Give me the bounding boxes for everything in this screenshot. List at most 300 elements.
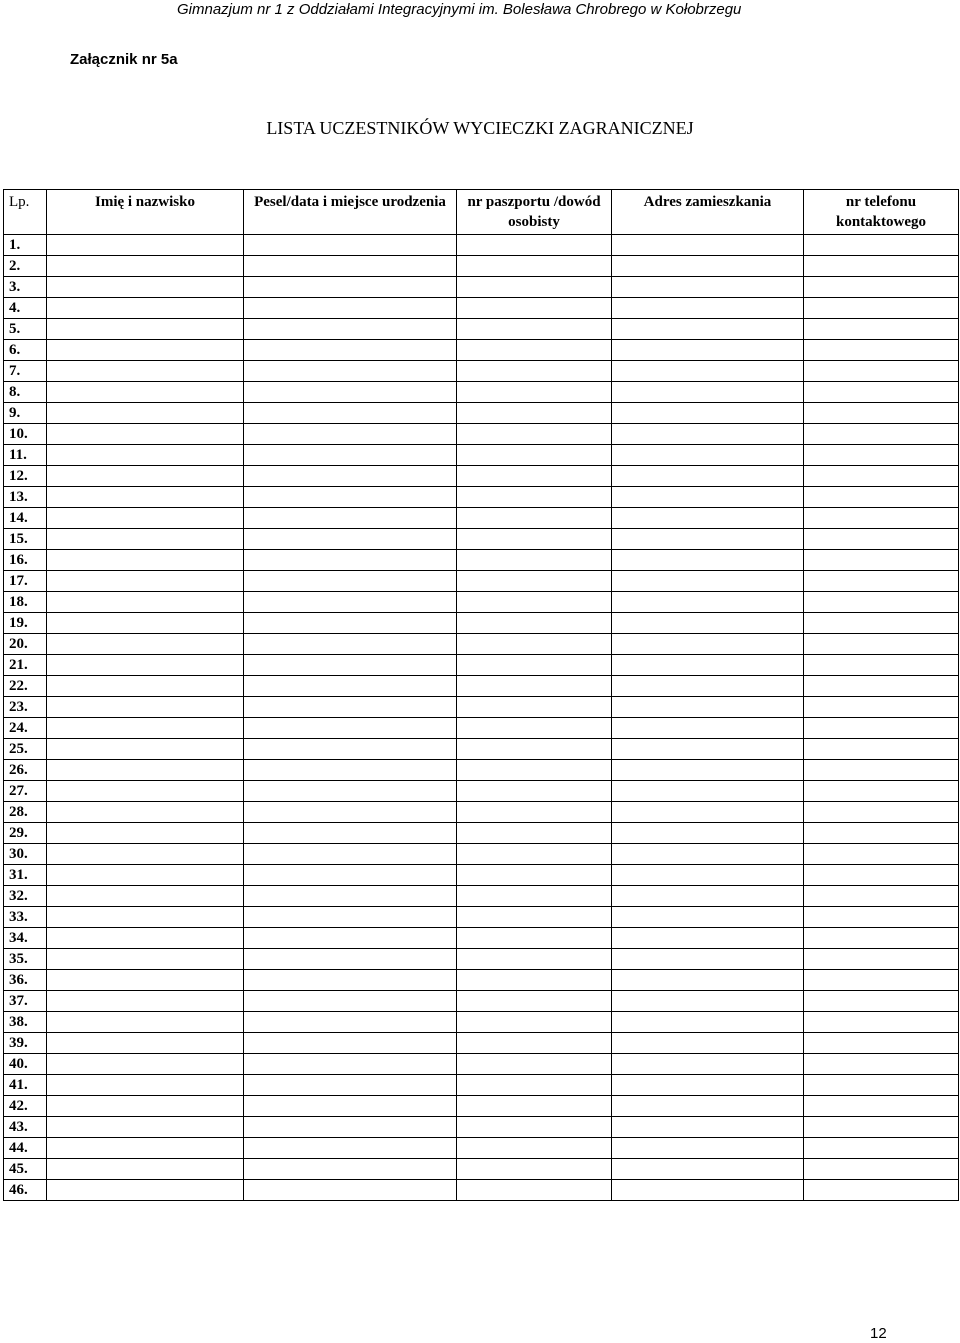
address-cell[interactable] (612, 676, 804, 697)
row-number: 6. (4, 340, 47, 361)
name-cell[interactable] (47, 529, 244, 550)
name-cell[interactable] (47, 550, 244, 571)
pesel-cell[interactable] (244, 508, 457, 529)
passport-cell[interactable] (457, 697, 612, 718)
passport-cell[interactable] (457, 487, 612, 508)
name-cell[interactable] (47, 697, 244, 718)
table-row (4, 424, 959, 445)
table-row (4, 487, 959, 508)
pesel-cell[interactable] (244, 256, 457, 277)
row-number: 5. (4, 319, 47, 340)
name-cell[interactable] (47, 613, 244, 634)
passport-cell[interactable] (457, 403, 612, 424)
phone-cell[interactable] (804, 592, 959, 613)
name-cell[interactable] (47, 403, 244, 424)
phone-cell[interactable] (804, 403, 959, 424)
pesel-cell[interactable] (244, 1159, 457, 1180)
phone-cell[interactable] (804, 697, 959, 718)
passport-cell[interactable] (457, 676, 612, 697)
table-row (4, 1054, 959, 1075)
row-number: 15. (4, 529, 47, 550)
passport-cell[interactable] (457, 802, 612, 823)
address-cell[interactable] (612, 1075, 804, 1096)
phone-cell[interactable] (804, 382, 959, 403)
row-number: 21. (4, 655, 47, 676)
address-cell[interactable] (612, 1012, 804, 1033)
address-cell[interactable] (612, 760, 804, 781)
phone-cell[interactable] (804, 760, 959, 781)
table-row (4, 592, 959, 613)
phone-cell[interactable] (804, 991, 959, 1012)
name-cell[interactable] (47, 298, 244, 319)
address-cell[interactable] (612, 424, 804, 445)
pesel-cell[interactable] (244, 865, 457, 886)
passport-cell[interactable] (457, 1054, 612, 1075)
address-cell[interactable] (612, 1180, 804, 1201)
passport-cell[interactable] (457, 970, 612, 991)
table-row (4, 697, 959, 718)
address-cell[interactable] (612, 1117, 804, 1138)
phone-cell[interactable] (804, 907, 959, 928)
phone-cell[interactable] (804, 445, 959, 466)
table-row (4, 865, 959, 886)
passport-cell[interactable] (457, 529, 612, 550)
passport-cell[interactable] (457, 319, 612, 340)
name-cell[interactable] (47, 361, 244, 382)
passport-cell[interactable] (457, 949, 612, 970)
phone-cell[interactable] (804, 655, 959, 676)
pesel-cell[interactable] (244, 1012, 457, 1033)
pesel-cell[interactable] (244, 445, 457, 466)
row-number: 20. (4, 634, 47, 655)
pesel-cell[interactable] (244, 529, 457, 550)
table-row (4, 1180, 959, 1201)
name-cell[interactable] (47, 886, 244, 907)
name-cell[interactable] (47, 865, 244, 886)
table-row (4, 256, 959, 277)
pesel-cell[interactable] (244, 802, 457, 823)
phone-cell[interactable] (804, 550, 959, 571)
address-cell[interactable] (612, 1159, 804, 1180)
address-cell[interactable] (612, 739, 804, 760)
phone-cell[interactable] (804, 340, 959, 361)
name-cell[interactable] (47, 907, 244, 928)
pesel-cell[interactable] (244, 970, 457, 991)
name-cell[interactable] (47, 571, 244, 592)
pesel-cell[interactable] (244, 823, 457, 844)
phone-cell[interactable] (804, 235, 959, 256)
pesel-cell[interactable] (244, 361, 457, 382)
address-cell[interactable] (612, 340, 804, 361)
table-row (4, 508, 959, 529)
address-cell[interactable] (612, 949, 804, 970)
phone-cell[interactable] (804, 886, 959, 907)
phone-cell[interactable] (804, 277, 959, 298)
pesel-cell[interactable] (244, 634, 457, 655)
name-cell[interactable] (47, 445, 244, 466)
name-cell[interactable] (47, 928, 244, 949)
table-row (4, 655, 959, 676)
address-cell[interactable] (612, 1054, 804, 1075)
passport-cell[interactable] (457, 1159, 612, 1180)
row-number: 24. (4, 718, 47, 739)
address-cell[interactable] (612, 298, 804, 319)
passport-cell[interactable] (457, 823, 612, 844)
row-number: 14. (4, 508, 47, 529)
passport-cell[interactable] (457, 760, 612, 781)
name-cell[interactable] (47, 823, 244, 844)
address-cell[interactable] (612, 256, 804, 277)
address-cell[interactable] (612, 382, 804, 403)
name-cell[interactable] (47, 382, 244, 403)
phone-cell[interactable] (804, 970, 959, 991)
pesel-cell[interactable] (244, 277, 457, 298)
pesel-cell[interactable] (244, 382, 457, 403)
phone-cell[interactable] (804, 1138, 959, 1159)
pesel-cell[interactable] (244, 466, 457, 487)
passport-cell[interactable] (457, 1180, 612, 1201)
passport-cell[interactable] (457, 991, 612, 1012)
passport-cell[interactable] (457, 592, 612, 613)
address-cell[interactable] (612, 865, 804, 886)
name-cell[interactable] (47, 1012, 244, 1033)
address-cell[interactable] (612, 571, 804, 592)
table-row (4, 613, 959, 634)
phone-cell[interactable] (804, 949, 959, 970)
pesel-cell[interactable] (244, 1033, 457, 1054)
address-cell[interactable] (612, 991, 804, 1012)
name-cell[interactable] (47, 1117, 244, 1138)
passport-cell[interactable] (457, 424, 612, 445)
page-title-text: LISTA UCZESTNIKÓW WYCIECZKI ZAGRANICZNEJ (266, 118, 694, 138)
passport-cell[interactable] (457, 571, 612, 592)
pesel-cell[interactable] (244, 487, 457, 508)
passport-cell[interactable] (457, 235, 612, 256)
name-cell[interactable] (47, 424, 244, 445)
row-number: 45. (4, 1159, 47, 1180)
name-cell[interactable] (47, 676, 244, 697)
name-cell[interactable] (47, 1138, 244, 1159)
address-cell[interactable] (612, 886, 804, 907)
phone-cell[interactable] (804, 1117, 959, 1138)
address-cell[interactable] (612, 277, 804, 298)
address-cell[interactable] (612, 508, 804, 529)
pesel-cell[interactable] (244, 613, 457, 634)
name-cell[interactable] (47, 1180, 244, 1201)
pesel-cell[interactable] (244, 550, 457, 571)
table-row (4, 928, 959, 949)
address-cell[interactable] (612, 697, 804, 718)
pesel-cell[interactable] (244, 235, 457, 256)
pesel-cell[interactable] (244, 697, 457, 718)
name-cell[interactable] (47, 655, 244, 676)
phone-cell[interactable] (804, 466, 959, 487)
passport-cell[interactable] (457, 1117, 612, 1138)
row-number: 12. (4, 466, 47, 487)
table-row (4, 844, 959, 865)
address-cell[interactable] (612, 718, 804, 739)
column-header-name: Imię i nazwisko (47, 190, 244, 235)
passport-cell[interactable] (457, 1033, 612, 1054)
row-number: 10. (4, 424, 47, 445)
passport-cell[interactable] (457, 550, 612, 571)
passport-cell[interactable] (457, 613, 612, 634)
row-number: 7. (4, 361, 47, 382)
name-cell[interactable] (47, 718, 244, 739)
address-cell[interactable] (612, 466, 804, 487)
name-cell[interactable] (47, 781, 244, 802)
pesel-cell[interactable] (244, 676, 457, 697)
name-cell[interactable] (47, 592, 244, 613)
name-cell[interactable] (47, 760, 244, 781)
passport-cell[interactable] (457, 1075, 612, 1096)
row-number: 3. (4, 277, 47, 298)
phone-cell[interactable] (804, 739, 959, 760)
name-cell[interactable] (47, 1054, 244, 1075)
name-cell[interactable] (47, 1159, 244, 1180)
row-number: 43. (4, 1117, 47, 1138)
table-row (4, 970, 959, 991)
address-cell[interactable] (612, 235, 804, 256)
address-cell[interactable] (612, 1138, 804, 1159)
address-cell[interactable] (612, 445, 804, 466)
pesel-cell[interactable] (244, 907, 457, 928)
phone-cell[interactable] (804, 676, 959, 697)
passport-cell[interactable] (457, 445, 612, 466)
phone-cell[interactable] (804, 1033, 959, 1054)
address-cell[interactable] (612, 403, 804, 424)
passport-cell[interactable] (457, 886, 612, 907)
phone-cell[interactable] (804, 613, 959, 634)
passport-cell[interactable] (457, 466, 612, 487)
table-row (4, 781, 959, 802)
passport-cell[interactable] (457, 907, 612, 928)
phone-cell[interactable] (804, 823, 959, 844)
row-number: 22. (4, 676, 47, 697)
address-cell[interactable] (612, 823, 804, 844)
name-cell[interactable] (47, 1033, 244, 1054)
table-row (4, 718, 959, 739)
table-row (4, 760, 959, 781)
table-row (4, 382, 959, 403)
phone-cell[interactable] (804, 781, 959, 802)
table-row (4, 802, 959, 823)
phone-cell[interactable] (804, 802, 959, 823)
address-cell[interactable] (612, 1033, 804, 1054)
table-body (4, 235, 959, 1201)
pesel-cell[interactable] (244, 655, 457, 676)
passport-cell[interactable] (457, 718, 612, 739)
pesel-cell[interactable] (244, 886, 457, 907)
passport-cell[interactable] (457, 844, 612, 865)
name-cell[interactable] (47, 277, 244, 298)
table-row (4, 298, 959, 319)
address-cell[interactable] (612, 970, 804, 991)
row-number: 9. (4, 403, 47, 424)
name-cell[interactable] (47, 1075, 244, 1096)
passport-cell[interactable] (457, 1096, 612, 1117)
address-cell[interactable] (612, 487, 804, 508)
phone-cell[interactable] (804, 487, 959, 508)
phone-cell[interactable] (804, 424, 959, 445)
row-number: 1. (4, 235, 47, 256)
table-row (4, 361, 959, 382)
address-cell[interactable] (612, 361, 804, 382)
address-cell[interactable] (612, 529, 804, 550)
table-row (4, 1033, 959, 1054)
row-number: 16. (4, 550, 47, 571)
name-cell[interactable] (47, 319, 244, 340)
pesel-cell[interactable] (244, 1075, 457, 1096)
address-cell[interactable] (612, 781, 804, 802)
phone-cell[interactable] (804, 319, 959, 340)
name-cell[interactable] (47, 991, 244, 1012)
row-number: 34. (4, 928, 47, 949)
address-cell[interactable] (612, 907, 804, 928)
address-cell[interactable] (612, 592, 804, 613)
address-cell[interactable] (612, 844, 804, 865)
pesel-cell[interactable] (244, 991, 457, 1012)
phone-cell[interactable] (804, 1075, 959, 1096)
address-cell[interactable] (612, 634, 804, 655)
table-row (4, 1012, 959, 1033)
passport-cell[interactable] (457, 655, 612, 676)
pesel-cell[interactable] (244, 403, 457, 424)
row-number: 29. (4, 823, 47, 844)
name-cell[interactable] (47, 256, 244, 277)
pesel-cell[interactable] (244, 571, 457, 592)
address-cell[interactable] (612, 319, 804, 340)
name-cell[interactable] (47, 844, 244, 865)
address-cell[interactable] (612, 550, 804, 571)
annex-label: Załącznik nr 5a (70, 51, 178, 68)
table-row (4, 466, 959, 487)
name-cell[interactable] (47, 340, 244, 361)
page-number: 12 (870, 1325, 887, 1342)
name-cell[interactable] (47, 235, 244, 256)
passport-cell[interactable] (457, 382, 612, 403)
passport-cell[interactable] (457, 1138, 612, 1159)
pesel-cell[interactable] (244, 1138, 457, 1159)
document-header: Gimnazjum nr 1 z Oddziałami Integracyjnymi im. Bolesława Chrobrego w Kołobrzegu (177, 1, 742, 18)
pesel-cell[interactable] (244, 1180, 457, 1201)
passport-cell[interactable] (457, 361, 612, 382)
pesel-cell[interactable] (244, 781, 457, 802)
name-cell[interactable] (47, 1096, 244, 1117)
phone-cell[interactable] (804, 634, 959, 655)
pesel-cell[interactable] (244, 844, 457, 865)
name-cell[interactable] (47, 487, 244, 508)
pesel-cell[interactable] (244, 319, 457, 340)
row-number: 17. (4, 571, 47, 592)
pesel-cell[interactable] (244, 1054, 457, 1075)
phone-cell[interactable] (804, 1159, 959, 1180)
pesel-cell[interactable] (244, 298, 457, 319)
page-title (0, 117, 960, 139)
table-row (4, 277, 959, 298)
table-row (4, 1075, 959, 1096)
phone-cell[interactable] (804, 1012, 959, 1033)
table-row (4, 1159, 959, 1180)
row-number: 40. (4, 1054, 47, 1075)
pesel-cell[interactable] (244, 424, 457, 445)
phone-cell[interactable] (804, 928, 959, 949)
row-number: 35. (4, 949, 47, 970)
passport-cell[interactable] (457, 340, 612, 361)
phone-cell[interactable] (804, 1180, 959, 1201)
table-row (4, 571, 959, 592)
table-row (4, 1138, 959, 1159)
pesel-cell[interactable] (244, 928, 457, 949)
passport-cell[interactable] (457, 865, 612, 886)
name-cell[interactable] (47, 949, 244, 970)
passport-cell[interactable] (457, 928, 612, 949)
name-cell[interactable] (47, 970, 244, 991)
name-cell[interactable] (47, 634, 244, 655)
phone-cell[interactable] (804, 256, 959, 277)
passport-cell[interactable] (457, 634, 612, 655)
table-row (4, 949, 959, 970)
passport-cell[interactable] (457, 508, 612, 529)
pesel-cell[interactable] (244, 592, 457, 613)
phone-cell[interactable] (804, 865, 959, 886)
name-cell[interactable] (47, 739, 244, 760)
address-cell[interactable] (612, 655, 804, 676)
name-cell[interactable] (47, 466, 244, 487)
passport-cell[interactable] (457, 1012, 612, 1033)
phone-cell[interactable] (804, 298, 959, 319)
pesel-cell[interactable] (244, 949, 457, 970)
pesel-cell[interactable] (244, 760, 457, 781)
row-number: 37. (4, 991, 47, 1012)
phone-cell[interactable] (804, 1096, 959, 1117)
passport-cell[interactable] (457, 781, 612, 802)
phone-cell[interactable] (804, 571, 959, 592)
pesel-cell[interactable] (244, 718, 457, 739)
row-number: 32. (4, 886, 47, 907)
passport-cell[interactable] (457, 298, 612, 319)
name-cell[interactable] (47, 802, 244, 823)
row-number: 33. (4, 907, 47, 928)
address-cell[interactable] (612, 928, 804, 949)
phone-cell[interactable] (804, 361, 959, 382)
address-cell[interactable] (612, 613, 804, 634)
row-number: 2. (4, 256, 47, 277)
address-cell[interactable] (612, 1096, 804, 1117)
phone-cell[interactable] (804, 529, 959, 550)
name-cell[interactable] (47, 508, 244, 529)
phone-cell[interactable] (804, 844, 959, 865)
passport-cell[interactable] (457, 277, 612, 298)
phone-cell[interactable] (804, 1054, 959, 1075)
table-row (4, 340, 959, 361)
address-cell[interactable] (612, 802, 804, 823)
pesel-cell[interactable] (244, 340, 457, 361)
pesel-cell[interactable] (244, 1096, 457, 1117)
pesel-cell[interactable] (244, 1117, 457, 1138)
column-header-address: Adres zamieszkania (612, 190, 804, 235)
phone-cell[interactable] (804, 508, 959, 529)
phone-cell[interactable] (804, 718, 959, 739)
table-header-row (4, 190, 959, 235)
passport-cell[interactable] (457, 256, 612, 277)
pesel-cell[interactable] (244, 739, 457, 760)
passport-cell[interactable] (457, 739, 612, 760)
row-number: 38. (4, 1012, 47, 1033)
row-number: 4. (4, 298, 47, 319)
row-number: 46. (4, 1180, 47, 1201)
table-row (4, 991, 959, 1012)
